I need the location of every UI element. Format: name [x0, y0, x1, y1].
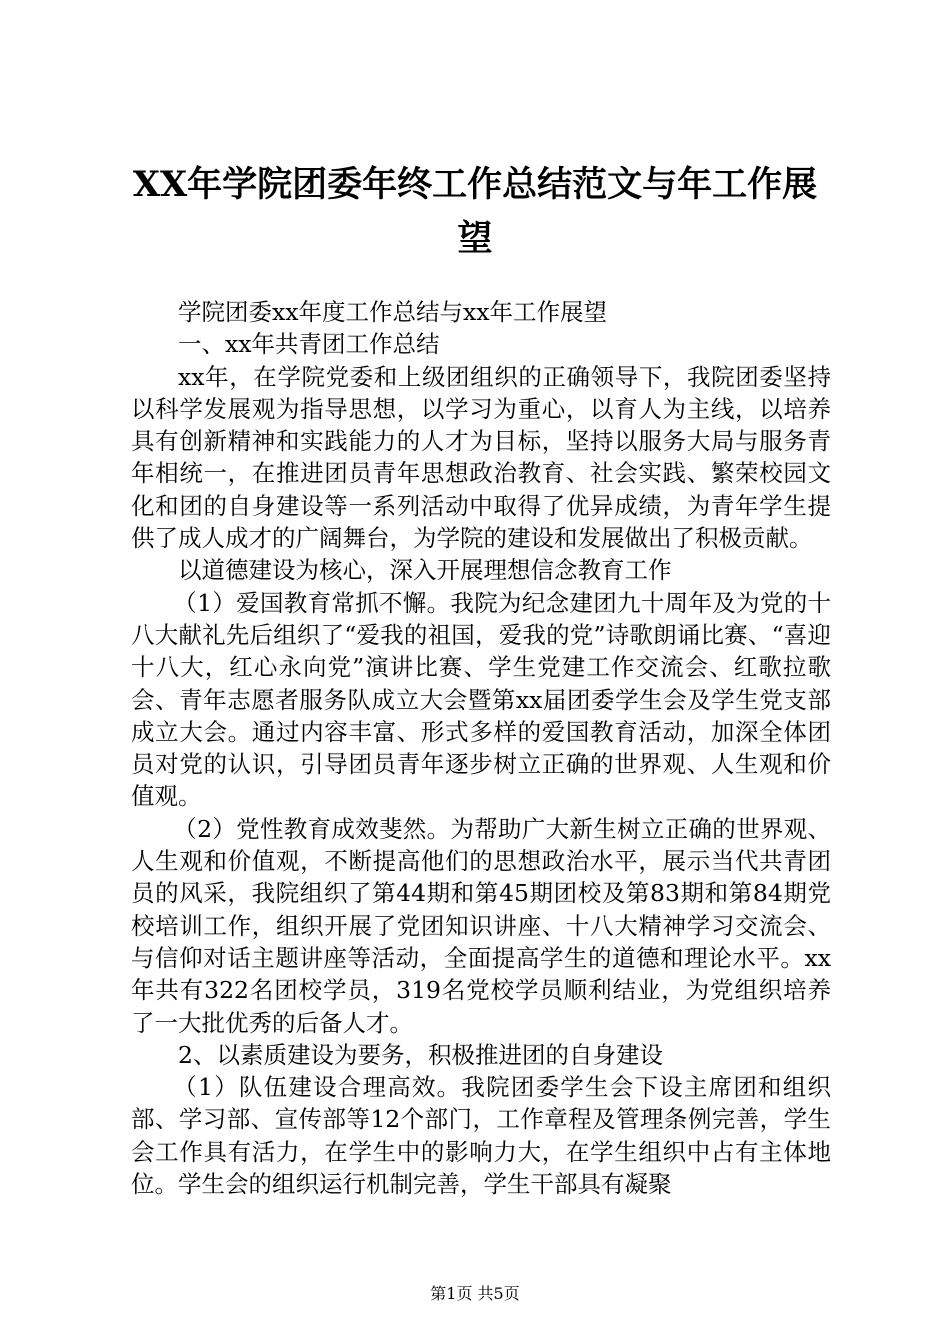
- page-footer: 第1页 共5页: [430, 1284, 520, 1303]
- paragraph: （1）爱国教育常抓不懈。我院为纪念建团九十周年及为党的十八大献礼先后组织了“爱我的祖国，爱我的党”诗歌朗诵比赛、“喜迎十八大，红心永向党”演讲比赛、学生党建工作交流会、红歌拉歌会、青年志愿者服务队成立大会暨第xx届团委学生会及学生党支部成立大会。通过内容丰富、形式多样的爱国教育活动，加深全体团员对党的认识，引导团员青年逐步树立正确的世界观、人生观和价值观。: [131, 588, 831, 811]
- paragraph-subtitle: 学院团委xx年度工作总结与xx年工作展望: [178, 298, 608, 326]
- document-body: [131, 296, 831, 1200]
- paragraph: xx年，在学院党委和上级团组织的正确领导下，我院团委坚持以科学发展观为指导思想，以学习为重心，以育人为主线，以培养具有创新精神和实践能力的人才为目标，坚持以服务大局与服务青年相统一，在推进团员青年思想政治教育、社会实践、繁荣校园文化和团的自身建设等一系列活动中取得了优异成绩，为青年学生提供了成人成才的广阔舞台，为学院的建设和发展做出了积极贡献。: [131, 362, 831, 553]
- paragraph-subheading: 2、以素质建设为要务，积极推进团的自身建设: [178, 1040, 663, 1069]
- paragraph-subheading: 以道德建设为核心，深入开展理想信念教育工作: [178, 556, 672, 585]
- paragraph-section-heading: 一、xx年共青团工作总结: [178, 330, 440, 359]
- paragraph: （1）队伍建设合理高效。我院团委学生会下设主席团和组织部、学习部、宣传部等12个部门，工作章程及管理条例完善，学生会工作具有活力，在学生中的影响力大，在学生组织中占有主体地位。学生会的组织运行机制完善，学生干部具有凝聚: [131, 1073, 831, 1199]
- document-title: XX年学院团委年终工作总结范文与年工作展望: [132, 164, 818, 259]
- paragraph: （2）党性教育成效斐然。为帮助广大新生树立正确的世界观、人生观和价值观，不断提高他们的思想政治水平，展示当代共青团员的风采，我院组织了第44期和第45期团校及第83期和第84期党校培训工作，组织开展了党团知识讲座、十八大精神学习交流会、与信仰对话主题讲座等活动，全面提高学生的道德和理论水平。xx年共有322名团校学员，319名党校学员顺利结业，为党组织培养了一大批优秀的后备人才。: [131, 814, 831, 1037]
